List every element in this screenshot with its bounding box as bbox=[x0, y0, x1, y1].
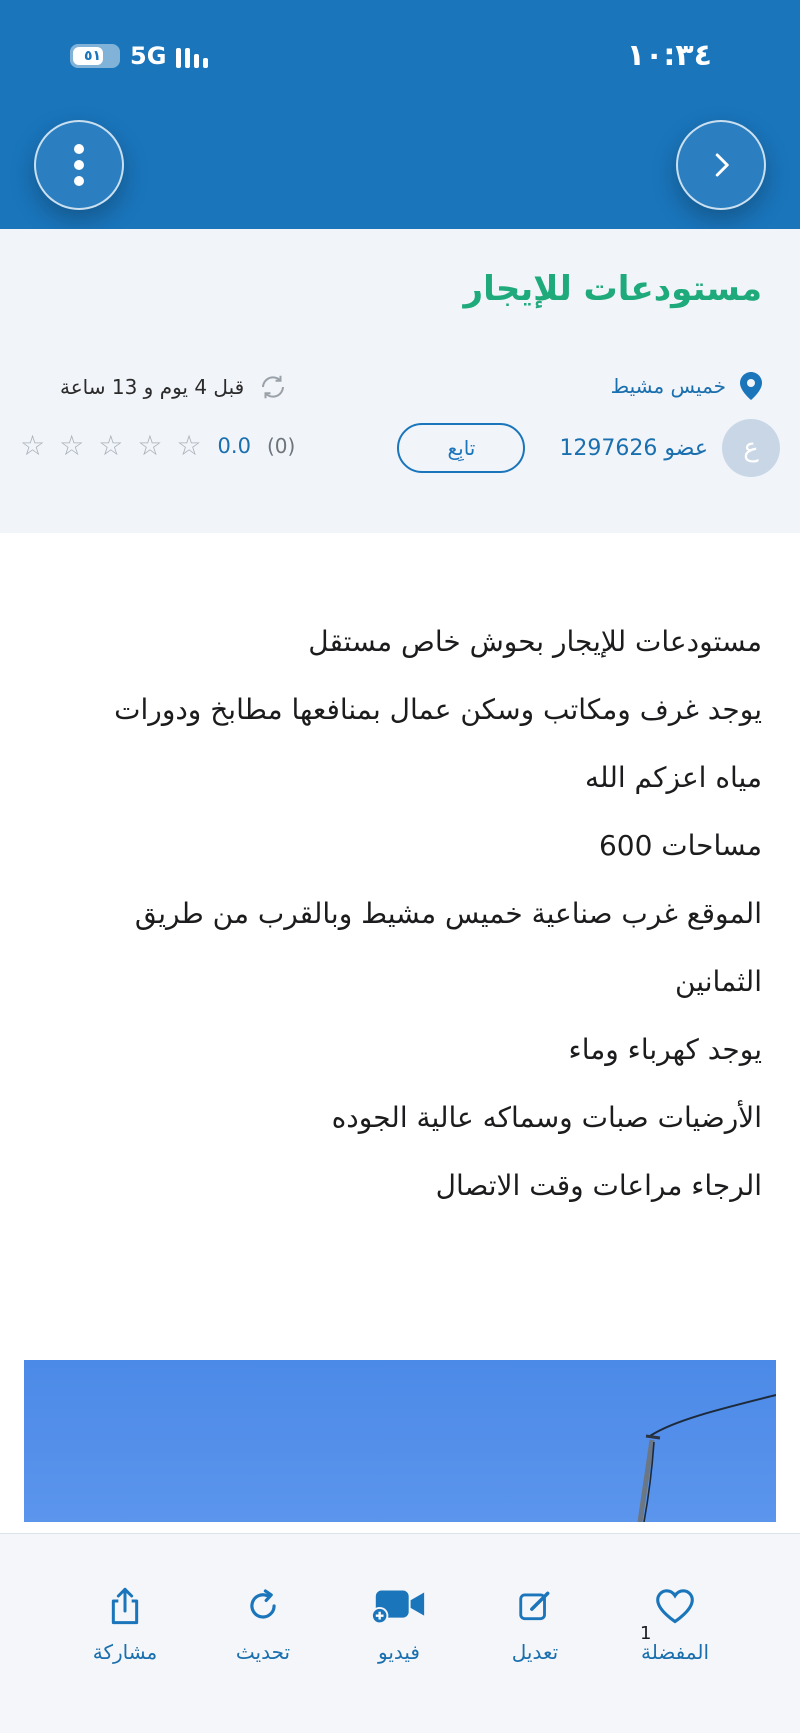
vertical-dots-icon bbox=[64, 142, 94, 188]
location-link[interactable] bbox=[611, 372, 762, 400]
video-button[interactable] bbox=[334, 1554, 464, 1664]
description-line: الرجاء مراعات وقت الاتصال bbox=[435, 1169, 762, 1202]
status-time: ١٠:٣٤ bbox=[626, 38, 712, 73]
member-row bbox=[397, 419, 780, 477]
bottom-action-bar bbox=[0, 1533, 800, 1733]
listing-header bbox=[0, 229, 800, 533]
refresh-icon bbox=[258, 372, 288, 402]
listing-description bbox=[32, 608, 762, 1220]
location-text: خميس مشيط bbox=[610, 374, 726, 398]
signal-icon bbox=[176, 44, 208, 68]
video-label: فيديو bbox=[378, 1640, 420, 1664]
rating bbox=[20, 429, 295, 462]
favorites-button[interactable] bbox=[610, 1554, 740, 1664]
favorites-label: المفضلة bbox=[640, 1640, 710, 1664]
edit-label: تعديل bbox=[511, 1640, 559, 1664]
follow-button[interactable]: تابِع bbox=[397, 423, 525, 473]
description-line: مستودعات للإيجار بحوش خاص مستقل bbox=[308, 625, 762, 658]
share-button[interactable] bbox=[60, 1554, 190, 1664]
description-line: يوجد غرف ومكاتب وسكن عمال بمنافعها مطابخ ودورات bbox=[114, 693, 762, 726]
status-indicators bbox=[70, 42, 208, 70]
edit-icon bbox=[516, 1587, 554, 1625]
posted-time-text: قبل 4 يوم و 13 ساعة bbox=[60, 375, 245, 399]
star-icon: ☆ bbox=[20, 429, 46, 462]
edit-button[interactable] bbox=[470, 1554, 600, 1664]
utility-pole-graphic bbox=[24, 1360, 776, 1522]
more-options-button[interactable] bbox=[34, 120, 124, 210]
battery-level: ٥١ bbox=[84, 48, 102, 64]
member-name[interactable]: عضو 1297626 bbox=[559, 435, 708, 461]
refresh-label: تحديث bbox=[235, 1640, 291, 1664]
refresh-button[interactable] bbox=[198, 1554, 328, 1664]
listing-photo[interactable] bbox=[24, 1360, 776, 1522]
description-line: مياه اعزكم الله bbox=[585, 761, 762, 794]
video-add-icon bbox=[370, 1586, 428, 1626]
rating-stars[interactable] bbox=[20, 429, 202, 462]
back-button[interactable] bbox=[676, 120, 766, 210]
chevron-right-icon bbox=[706, 150, 736, 180]
star-icon: ☆ bbox=[176, 429, 202, 462]
star-icon: ☆ bbox=[137, 429, 163, 462]
description-line: الموقع غرب صناعية خميس مشيط وبالقرب من طريق bbox=[134, 897, 762, 930]
battery-icon bbox=[70, 44, 120, 68]
rating-count: (0) bbox=[266, 433, 296, 458]
favorites-count: 1 bbox=[640, 1623, 652, 1644]
listing-title: مستودعات للإيجار bbox=[463, 269, 762, 309]
location-pin-icon bbox=[740, 372, 762, 400]
star-icon: ☆ bbox=[59, 429, 85, 462]
share-label: مشاركة bbox=[92, 1640, 158, 1664]
description-line: يوجد كهرباء وماء bbox=[568, 1033, 762, 1066]
top-app-bar bbox=[0, 0, 800, 229]
network-type: 5G bbox=[130, 42, 167, 70]
posted-time bbox=[60, 372, 288, 402]
description-line: مساحات 600 bbox=[598, 829, 762, 862]
description-line: الأرضيات صبات وسماكه عالية الجوده bbox=[331, 1101, 762, 1134]
rating-value: 0.0 bbox=[217, 433, 251, 458]
star-icon: ☆ bbox=[98, 429, 124, 462]
share-icon bbox=[108, 1586, 142, 1626]
description-line: الثمانين bbox=[674, 965, 762, 998]
refresh-icon bbox=[244, 1587, 282, 1625]
avatar[interactable]: ع bbox=[722, 419, 780, 477]
heart-icon bbox=[654, 1587, 696, 1625]
